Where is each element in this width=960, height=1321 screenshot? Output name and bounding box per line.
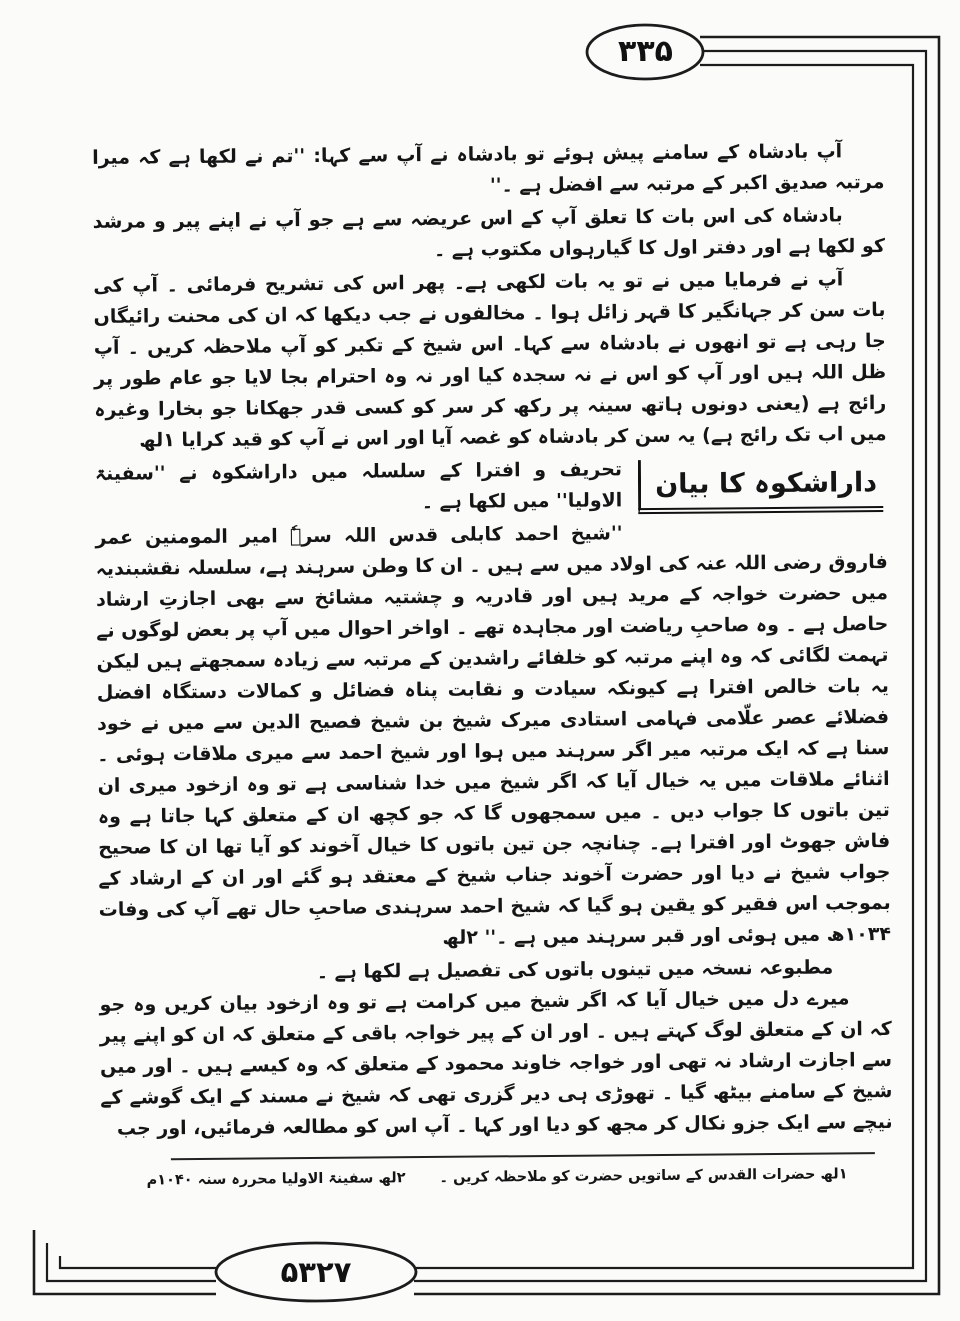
body-text-block [92,136,893,1193]
footnote-2: ۲لھ سفینۃ الاولیا محررہ سنہ ۱۰۴۰م [146,1170,406,1189]
section-intro-line: تحریف و افترا کے سلسلہ میں داراشکوہ نے ''سفینۃ الاولیا'' میں لکھا ہے ۔ [94,458,623,514]
footnote-1: ۱لھ حضرات القدس کے ساتویں حضرت کو ملاحظہ کریں ۔ [439,1166,848,1186]
footnote-separator-line [171,1152,875,1160]
section-heading-darashikoh-ka-bayan: داراشکوہ کا بیان [638,458,883,514]
section-darashikoh [95,452,891,957]
safinat-ul-auliya-quote: ''شیخ احمد کابلی قدس اللہ سرہٗ امیر المومنین عمر فاروق رضی اللہ عنہ کی اولاد میں سے ہیں ۔ ان کا وطن سرہند ہے، سلسلہ نقشبندیہ میں حضرت خواجہ کے مرید ہیں اور قادریہ و چشتیہ مشائخ سے بھی اجازتِ ارشاد حاصل ہے ۔ وہ صاحبِ ریاضت اور مجاہدہ تھے ۔ اواخر احوال میں آپ پر بعض لوگوں نے تہمت لگائی کہ وہ اپنے مرتبہ کو خلفائے راشدین کے مرتبہ سے زیادہ سمجھتے ہیں لیکن یہ بات خالص افترا ہے کیونکہ سیادت و نقابت پناہ فضائل و کمالات دستگاہ افضل فضلائے عصر علّامی فہامی استادی میرک شیخ بن شیخ فصیح الدین سے میں نے خود سنا ہے کہ ایک مرتبہ میر اگر سرہند میں ہوا اور شیخ احمد سے میری ملاقات ہوئی ۔ اثنائے ملاقات میں یہ خیال آیا کہ اگر شیخ میں خدا شناسی ہے تو وہ ازخود میری ان تین باتوں کا جواب دیں ۔ میں سمجھوں گا کہ جو کچھ ان کے متعلق کہا جاتا ہے وہ فاش جھوٹ اور افترا ہے۔ چنانچہ جن تین باتوں کا خیال آخوند کو آیا تھا ان کا صحیح جواب شیخ نے دیا اور حضرت آخوند جناب شیخ کے معتقد ہو گئے اور ان کے ارشاد کے بموجب اس فقیر کو یقین ہو گیا کہ شیخ احمد سرہندی صاحبِ حال تھے آپ کی وفات ۱۰۳۴ھ میں ہوئی اور قبر سرہند میں ہے ۔'' ۲لھ [95,522,892,949]
page-number-bottom: ۵۳۲۷ [280,1255,352,1289]
paragraph-maktub-reference: بادشاہ کی اس بات کا تعلق آپ کے اس عریضہ سے ہے جو آپ نے اپنے پیر و مرشد کو لکھا ہے اور دفتر اول کا گیارہواں مکتوب ہے ۔ [92,204,886,261]
paragraph-teen-batein: میرے دل میں خیال آیا کہ اگر شیخ میں کرامت ہے تو وہ ازخود بیان کریں وہ جو کہ ان کے متعلق لوگ کہتے ہیں ۔ اور ان کے پیر خواجہ باقی کے متعلق کہ ان کو اپنے پیر سے اجازت ارشاد نہ تھی اور خواجہ خاوند محمود کے متعلق کہ وہ کیسے ہیں ۔ اور میں شیخ کے سامنے بیٹھ گیا ۔ تھوڑی ہی دیر گزری تھی کہ شیخ نے مسند کے ایک گوشے کے نیچے سے ایک جزو نکال کر مجھ کو دیا اور کہا ۔ آپ اس کو مطالعہ فرمائیں، اور جب [99,987,893,1140]
footnote-area [101,1152,893,1193]
paragraph-badshah-kaha: آپ بادشاہ کے سامنے پیش ہوئے تو بادشاہ نے آپ سے کہا: ''تم نے لکھا ہے کہ میرا مرتبہ صدیق اکبر کے مرتبہ سے افضل ہے ۔'' [92,140,885,197]
paragraph-jahangir-qahr: آپ نے فرمایا میں نے تو یہ بات لکھی ہے۔ پھر اس کی تشریح فرمائی ۔ آپ کی بات سن کر جہانگیر کا قہر زائل ہوا ۔ مخالفوں نے جب دیکھا کہ ان کی محنت رائیگاں جا رہی ہے تو انھوں نے بادشاہ سے کہا۔ اس شیخ کے تکبر کو آپ ملاحظہ کریں ۔ آپ ظل اللہ ہیں اور آپ کو اس نے نہ سجدہ کیا اور نہ وہ احترام بجا لایا جو عام طور پر رائج ہے (یعنی دونوں ہاتھ سینہ پر رکھ کر سر کو کسی قدر جھکانا جو بخارا وغیرہ میں اب تک رائج ہے) یہ سن کر بادشاہ کو غصہ آیا اور اس نے آپ کو قید کرایا ۱لھ [93,268,887,452]
printed-copy-note: مطبوعہ نسخہ میں تینوں باتوں کی تفصیل ہے لکھا ہے ۔ [316,956,834,983]
page-number-top: ۳۳۵ [618,34,673,69]
